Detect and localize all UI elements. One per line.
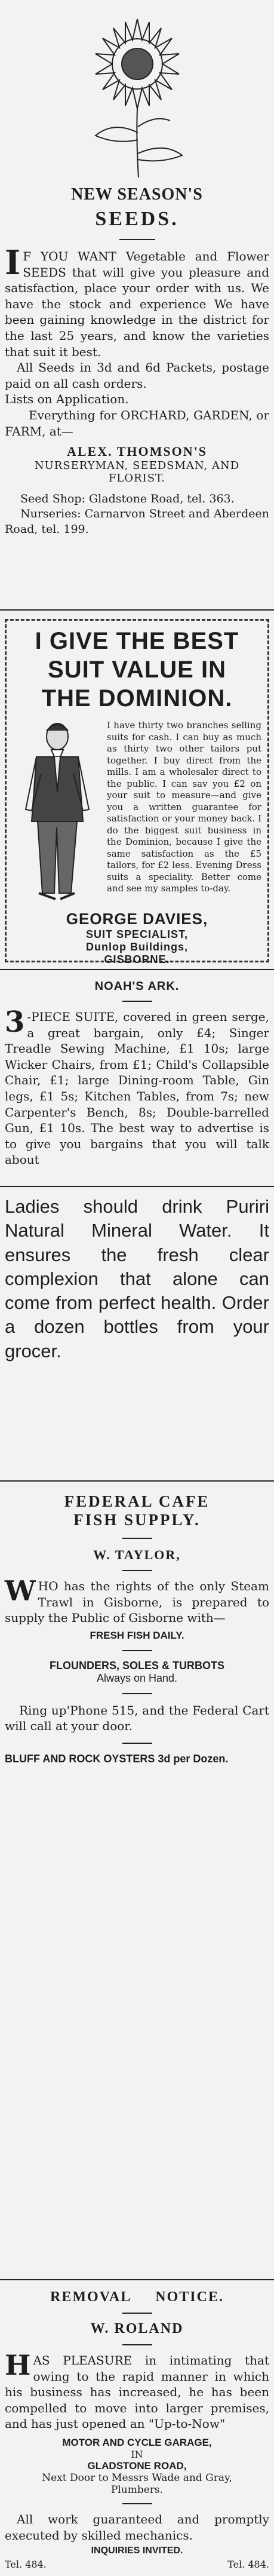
suit-seller-name: GEORGE DAVIES, <box>66 910 208 928</box>
flounders-line: FLOUNDERS, SOLES & TURBOTS <box>49 1659 224 1672</box>
garage-plumbers: Plumbers. <box>110 2483 164 2496</box>
removal-notice-headline: REMOVAL NOTICE. <box>50 2289 224 2305</box>
noahs-ark-body: 3 -PIECE SUITE, covered in green serge, a great bargain, only £4; Singer Treadle Sewing Machine, £1 10s; large Wicker Chairs, from £1; Child's Collapsible Chair, £1; large Dining-room Table, Gin legs, £1 5s; Kitchen Tables, from 7s; new Carpenter's Bench, 8s; Double-barrelled Gun, £1 10s. The best way to advertise is to give you bargains that you will talk about <box>5 1005 269 1167</box>
noahs-ark-headline: NOAH'S ARK. <box>94 980 180 993</box>
garage-name: MOTOR AND CYCLE GARAGE, <box>62 2436 212 2448</box>
fish-body: WHO has the rights of the only Steam Trawl in Gisborne, is prepared to supply the Public of Gisborne with— <box>5 1575 269 1626</box>
divider <box>122 1693 152 1694</box>
garage-road: GLADSTONE ROAD, <box>87 2460 187 2471</box>
seeds-body-text: F YOU WANT Vegetable and Flower SEEDS that will give you pleasure and satisfaction, place your order with us. We have the stock and experience We have been gaining knowledge in the district for the last 25 years, and know the varieties that suit it best. <box>5 249 269 359</box>
suit-seller-address: Dunlop Buildings, <box>86 941 188 953</box>
telephone-line <box>5 2559 269 2570</box>
seeds-headline-1: NEW SEASON'S <box>71 185 203 204</box>
seeds-body <box>5 243 269 360</box>
removal-notice-advertisement <box>5 2289 269 2570</box>
ring-up-note: Ring up'Phone 515, and the Federal Cart will call at your door. <box>5 1703 269 1734</box>
suit-body: I have thirty two branches selling suits for cash. I can buy as much as thirty two other tailors put together. I buy direct from the mills. I am a wholesaler direct to the public. I can sav you £2 on your suit to measure—and give you a written guarantee for satisfaction or your money back. I do the biggest suit business in the Dominion, because I give the same satisfaction as the £5 tailors, for £2 less. Evening Dress suits a speciality. Better come and see my samples to-day. <box>107 720 261 894</box>
divider <box>122 2344 152 2345</box>
seller-trades: NURSERYMAN, SEEDSMAN, AND <box>34 459 240 473</box>
seed-shop-address: Seed Shop: Gladstone Road, tel. 363. <box>20 492 235 506</box>
puriri-water-advertisement <box>5 1195 269 1363</box>
tel-left: Tel. 484. <box>5 2559 47 2571</box>
column-rule <box>0 2279 274 2280</box>
suit-seller-title: SUIT SPECIALIST, <box>85 928 189 940</box>
puriri-body: Ladies should drink Puriri Natural Mineral Water. It ensures the fresh clear complexion that alone can come from perfect health. Order a dozen bottles from your grocer. <box>5 1196 269 1361</box>
divider <box>122 1570 152 1571</box>
roland-name: W. ROLAND <box>90 2321 184 2336</box>
removal-body: HAS PLEASURE in intimating that owing to the rapid manner in which his business has increased, he has been compelled to move into larger premises, and has just opened an "Up-to-Now" <box>5 2349 269 2431</box>
suit-advertisement <box>5 619 269 965</box>
divider <box>122 2313 152 2314</box>
seeds-lists-note: Lists on Application. <box>5 392 129 407</box>
column-rule <box>0 1480 274 1482</box>
garage-in: IN <box>131 2448 143 2460</box>
suit-seller-town: GISBORNE. <box>104 953 170 965</box>
divider <box>119 239 155 240</box>
column-rule <box>0 969 274 970</box>
fish-seller-name: W. TAYLOR, <box>93 1547 181 1562</box>
tel-right: Tel. 484. <box>227 2559 269 2571</box>
divider <box>122 1743 152 1744</box>
nurseries-address: Nurseries: Carnarvon Street and Aberdeen Road, tel. 199. <box>5 507 269 536</box>
column-rule <box>0 609 274 611</box>
divider <box>122 1650 152 1651</box>
seeds-advertisement <box>5 7 269 537</box>
seeds-headline-2: SEEDS. <box>95 208 179 230</box>
man-in-suit-illustration <box>13 720 102 905</box>
divider <box>122 2503 152 2504</box>
federal-cafe-headline-1: FEDERAL CAFE <box>64 1492 210 1510</box>
always-on-hand: Always on Hand. <box>96 1672 178 1684</box>
noahs-ark-advertisement <box>5 980 269 1168</box>
seeds-packets-note: All Seeds in 3d and 6d Packets, postage paid on all cash orders. <box>5 360 269 391</box>
flower-illustration <box>5 7 269 180</box>
divider <box>122 1538 152 1539</box>
seller-name: ALEX. THOMSON'S <box>67 444 207 459</box>
divider <box>122 1001 152 1002</box>
seeds-dropcap: I <box>5 243 21 283</box>
fresh-fish-daily: FRESH FISH DAILY. <box>90 1629 184 1641</box>
work-guarantee: All work guaranteed and promptly executed by skilled mechanics. <box>5 2511 269 2543</box>
federal-cafe-advertisement <box>5 1492 269 1767</box>
oysters-line: BLUFF AND ROCK OYSTERS 3d per Dozen. <box>5 1752 229 1765</box>
seeds-orchard-note: Everything for ORCHARD, GARDEN, or FARM, at— <box>5 407 269 438</box>
federal-cafe-headline-2: FISH SUPPLY. <box>73 1511 201 1529</box>
suit-headline: I GIVE THE BEST SUIT VALUE IN THE DOMINION. <box>35 628 239 712</box>
garage-location: Next Door to Messrs Wade and Gray, <box>42 2471 232 2484</box>
inquiries-invited: INQUIRIES INVITED. <box>91 2546 183 2556</box>
flower-icon <box>60 7 215 180</box>
seller-trade-florist: FLORIST. <box>108 472 166 485</box>
column-rule <box>0 1186 274 1187</box>
